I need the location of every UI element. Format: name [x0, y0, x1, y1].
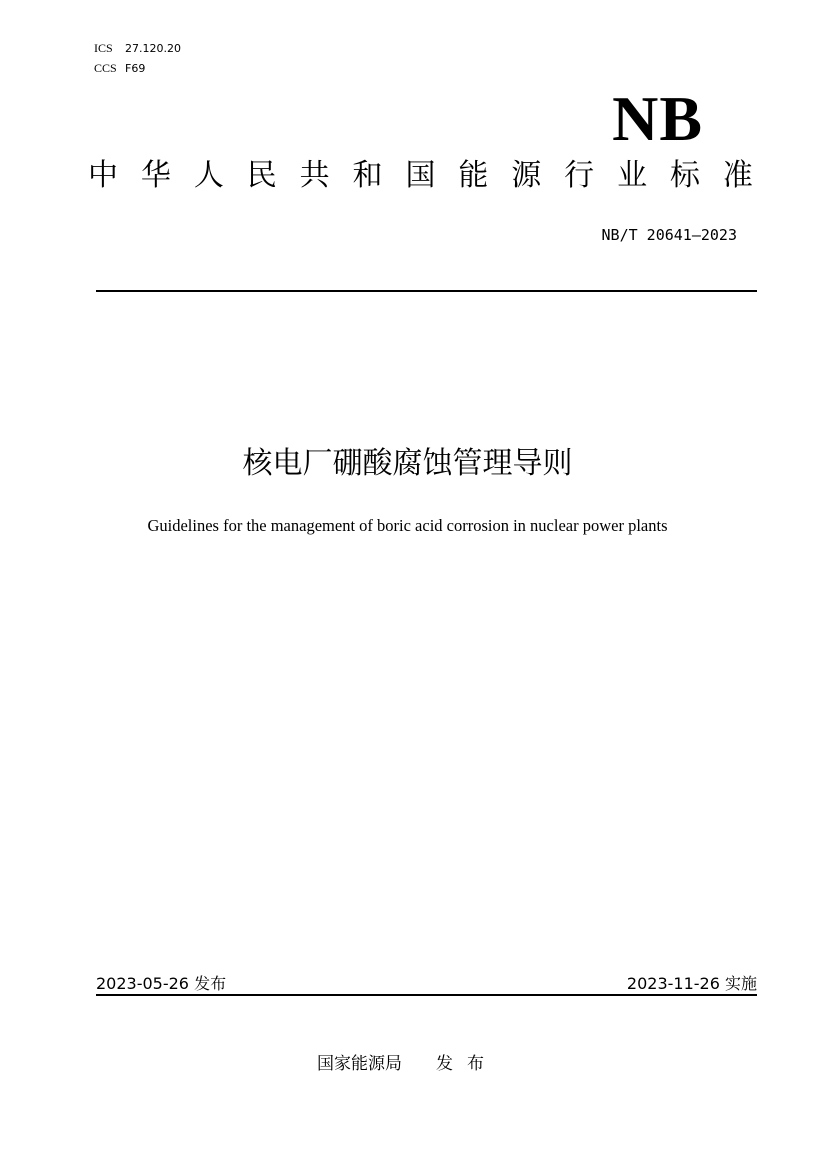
category-char: 民 — [246, 158, 277, 193]
ccs-code — [94, 61, 145, 76]
category-char: 和 — [352, 158, 383, 193]
nb-logo: NB — [612, 83, 703, 154]
footer-rule — [96, 994, 757, 996]
category-char: 业 — [617, 158, 648, 193]
document-title-chinese: 核电厂硼酸腐蚀管理导则 — [242, 446, 573, 481]
issue-word: 发布 — [436, 1054, 498, 1074]
category-char: 标 — [669, 158, 700, 193]
category-char: 源 — [511, 158, 542, 193]
category-char: 能 — [458, 158, 489, 193]
category-char: 准 — [722, 158, 753, 193]
standard-number: NB/T 20641—2023 — [601, 226, 737, 244]
category-char: 共 — [299, 158, 330, 193]
document-title-english: Guidelines for the management of boric acid corrosion in nuclear power plants — [147, 516, 668, 535]
category-char: 中 — [88, 158, 118, 193]
category-char: 国 — [405, 158, 436, 193]
issue-date: 2023-05-26 发布 — [96, 974, 227, 993]
issuer-line — [0, 1053, 815, 1075]
implementation-date: 2023-11-26 实施 — [626, 974, 757, 993]
category-char: 华 — [140, 158, 171, 193]
ics-label: ICS — [94, 41, 113, 55]
category-char: 行 — [564, 158, 595, 193]
header-rule — [96, 290, 757, 292]
category-char: 人 — [193, 158, 224, 193]
ccs-value: F69 — [125, 62, 146, 75]
issuer-name: 国家能源局 — [317, 1054, 402, 1074]
ics-code — [94, 41, 181, 56]
ccs-label: CCS — [94, 61, 117, 75]
standard-category — [88, 156, 753, 196]
ics-value: 27.120.20 — [125, 42, 181, 55]
